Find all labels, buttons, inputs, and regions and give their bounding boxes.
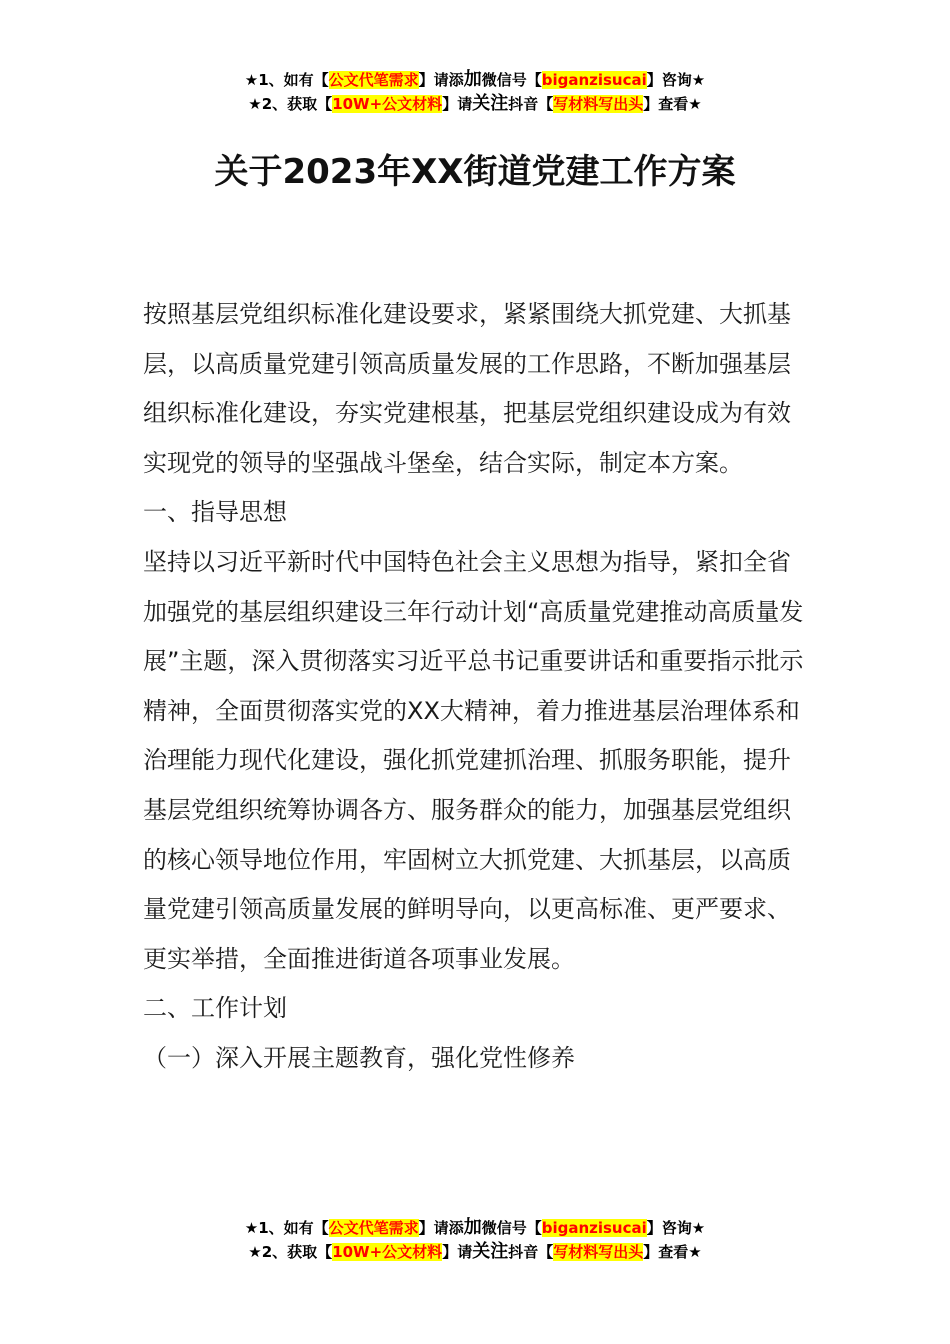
promo-emphasis: 加 bbox=[463, 1217, 482, 1238]
promo-text: 】请添 bbox=[418, 71, 464, 89]
promo-text: ★1、如有【 bbox=[244, 1219, 329, 1237]
promo-highlight: 10W+公文材料 bbox=[332, 95, 443, 113]
document-title: 关于2023年XX街道党建工作方案 bbox=[214, 152, 736, 192]
section-heading-work-plan: 二、工作计划 bbox=[143, 994, 287, 1023]
promo-text: 微信号【 bbox=[481, 1219, 542, 1237]
promo-text: 】请添 bbox=[418, 1219, 464, 1237]
promo-emphasis: 关注 bbox=[472, 93, 509, 114]
promo-line-1 bbox=[0, 68, 950, 92]
intro-paragraph: 按照基层党组织标准化建设要求，紧紧围绕大抓党建、大抓基层，以高质量党建引领高质量发展的工作思路，不断加强基层组织标准化建设，夯实党建根基，把基层党组织建设成为有效实现党的领导的坚强战斗堡垒，结合实际，制定本方案。 bbox=[143, 300, 791, 477]
promo-text: 抖音【 bbox=[508, 95, 554, 113]
promo-banner-bottom bbox=[0, 1216, 950, 1264]
promo-text: ★2、获取【 bbox=[248, 95, 333, 113]
promo-highlight: 公文代笔需求 bbox=[328, 71, 419, 89]
promo-highlight: 10W+公文材料 bbox=[332, 1243, 443, 1261]
promo-text: ★1、如有【 bbox=[244, 71, 329, 89]
promo-line-2 bbox=[0, 1240, 950, 1264]
promo-highlight: 写材料写出头 bbox=[553, 95, 644, 113]
promo-text: 】咨询★ bbox=[646, 1219, 706, 1237]
promo-text: 】请 bbox=[442, 95, 473, 113]
promo-line-2 bbox=[0, 92, 950, 116]
document-body bbox=[143, 290, 808, 1084]
promo-text: 】请 bbox=[442, 1243, 473, 1261]
guiding-ideology-paragraph: 坚持以习近平新时代中国特色社会主义思想为指导，紧扣全省加强党的基层组织建设三年行动计划“高质量党建推动高质量发展”主题，深入贯彻落实习近平总书记重要讲话和重要指示批示精神，全面贯彻落实党的XX大精神，着力推进基层治理体系和治理能力现代化建设，强化抓党建抓治理、抓服务职能，提升基层党组织统筹协调各方、服务群众的能力，加强基层党组织的核心领导地位作用，牢固树立大抓党建、大抓基层，以高质量党建引领高质量发展的鲜明导向，以更高标准、更严要求、更实举措，全面推进街道各项事业发展。 bbox=[143, 547, 804, 973]
promo-text: 抖音【 bbox=[508, 1243, 554, 1261]
promo-highlight: 写材料写出头 bbox=[553, 1243, 644, 1261]
promo-highlight: biganzisucai bbox=[541, 71, 647, 89]
promo-text: ★2、获取【 bbox=[248, 1243, 333, 1261]
section-heading-guiding-ideology: 一、指导思想 bbox=[143, 498, 287, 527]
promo-emphasis: 加 bbox=[463, 69, 482, 90]
promo-emphasis: 关注 bbox=[472, 1241, 509, 1262]
promo-text: 】查看★ bbox=[643, 1243, 702, 1261]
promo-text: 】咨询★ bbox=[646, 71, 706, 89]
promo-text: 微信号【 bbox=[481, 71, 542, 89]
promo-highlight: biganzisucai bbox=[541, 1219, 647, 1237]
promo-banner-top bbox=[0, 68, 950, 116]
subsection-heading-theme-education: （一）深入开展主题教育，强化党性修养 bbox=[143, 1043, 575, 1072]
promo-highlight: 公文代笔需求 bbox=[328, 1219, 419, 1237]
promo-line-1 bbox=[0, 1216, 950, 1240]
promo-text: 】查看★ bbox=[643, 95, 702, 113]
